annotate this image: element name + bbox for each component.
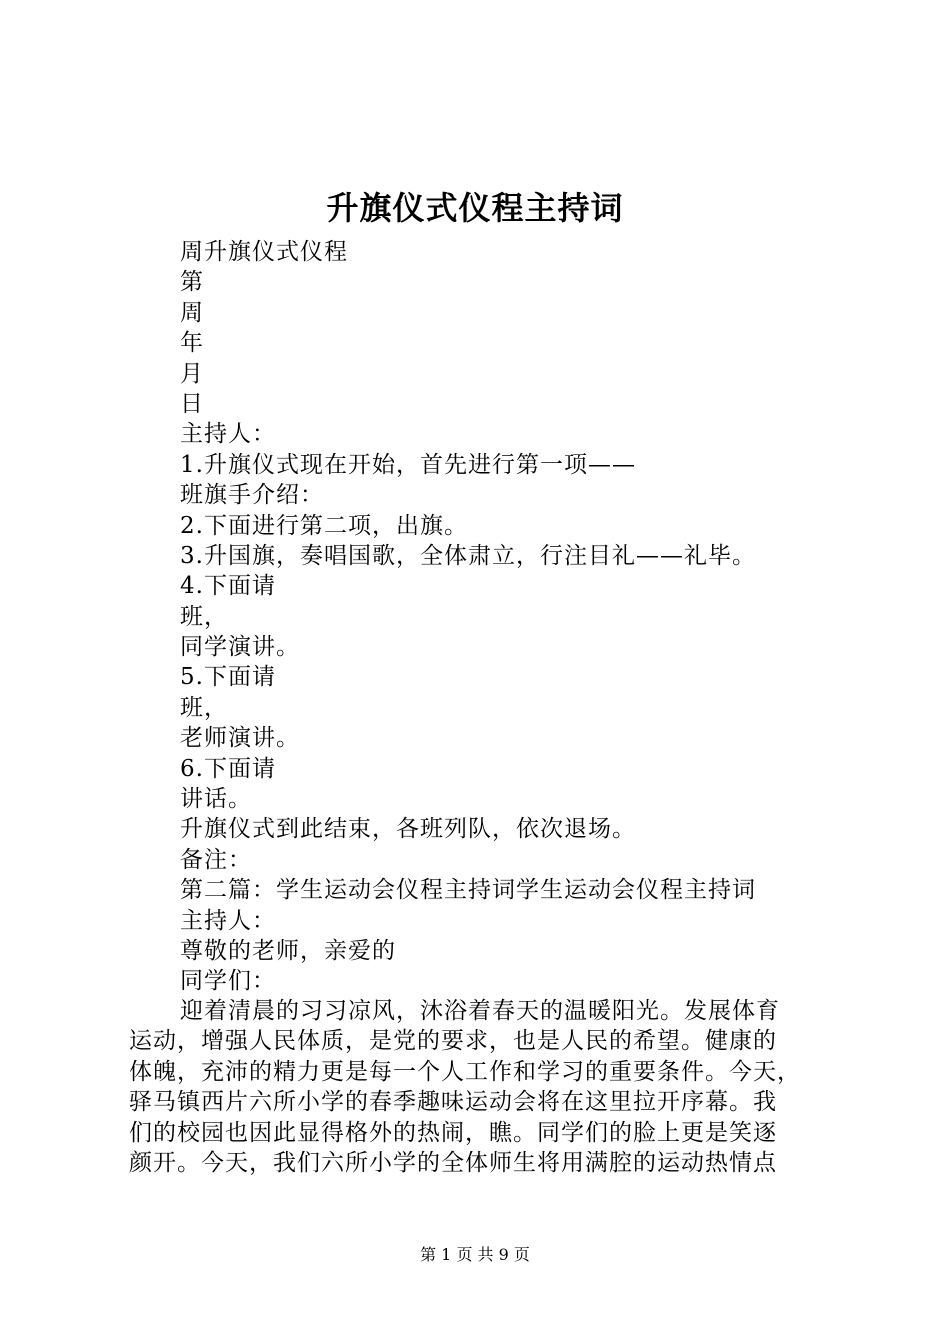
text-line: 主持人： xyxy=(180,907,276,934)
text-line: 周升旗仪式仪程 xyxy=(180,239,348,265)
text-line: 第二篇：学生运动会仪程主持词学生运动会仪程主持词 xyxy=(180,877,756,904)
paragraph-line: 迎着清晨的习习凉风，沐浴着春天的温暖阳光。发展体育 xyxy=(180,998,780,1024)
paragraph-line: 体魄，充沛的精力更是每一个人工作和学习的重要条件。今天， xyxy=(129,1058,801,1085)
text-line: 班， xyxy=(180,603,228,630)
text-line: 班旗手介绍： xyxy=(180,482,324,509)
paragraph-line: 们的校园也因此显得格外的热闹，瞧。同学们的脸上更是笑逐 xyxy=(129,1119,777,1146)
text-line: 5.下面请 xyxy=(180,664,276,691)
text-line: 1.升旗仪式现在开始，首先进行第一项—— xyxy=(180,451,636,478)
text-line: 日 xyxy=(180,390,204,417)
text-line: 周 xyxy=(180,299,204,326)
text-line: 同学们： xyxy=(180,968,276,995)
document-lines xyxy=(180,237,860,997)
text-line: 年 xyxy=(180,330,204,357)
text-line: 备注： xyxy=(180,846,252,873)
paragraph-line: 颜开。今天，我们六所小学的全体师生将用满腔的运动热情点 xyxy=(129,1149,777,1176)
text-line: 主持人： xyxy=(180,421,276,448)
text-line: 升旗仪式到此结束，各班列队，依次退场。 xyxy=(180,816,636,843)
text-line: 班， xyxy=(180,694,228,721)
paragraph-line: 运动，增强人民体质，是党的要求，也是人民的希望。健康的 xyxy=(129,1028,777,1055)
paragraph-line: 驿马镇西片六所小学的春季趣味运动会将在这里拉开序幕。我 xyxy=(129,1089,777,1116)
text-line: 6.下面请 xyxy=(180,755,276,782)
text-line: 2.下面进行第二项，出旗。 xyxy=(180,512,468,539)
text-line: 月 xyxy=(180,360,204,387)
document-title: 升旗仪式仪程主持词 xyxy=(326,189,624,227)
text-line: 同学演讲。 xyxy=(180,634,300,661)
text-line: 尊敬的老师，亲爱的 xyxy=(180,937,396,964)
text-line: 老师演讲。 xyxy=(180,725,300,752)
text-line: 第 xyxy=(180,269,204,296)
body-paragraph xyxy=(129,996,829,1178)
text-line: 3.升国旗，奏唱国歌，全体肃立，行注目礼——礼毕。 xyxy=(180,542,756,569)
text-line: 4.下面请 xyxy=(180,573,276,600)
text-line: 讲话。 xyxy=(180,786,252,813)
page-footer: 第 1 页 共 9 页 xyxy=(420,1245,530,1264)
